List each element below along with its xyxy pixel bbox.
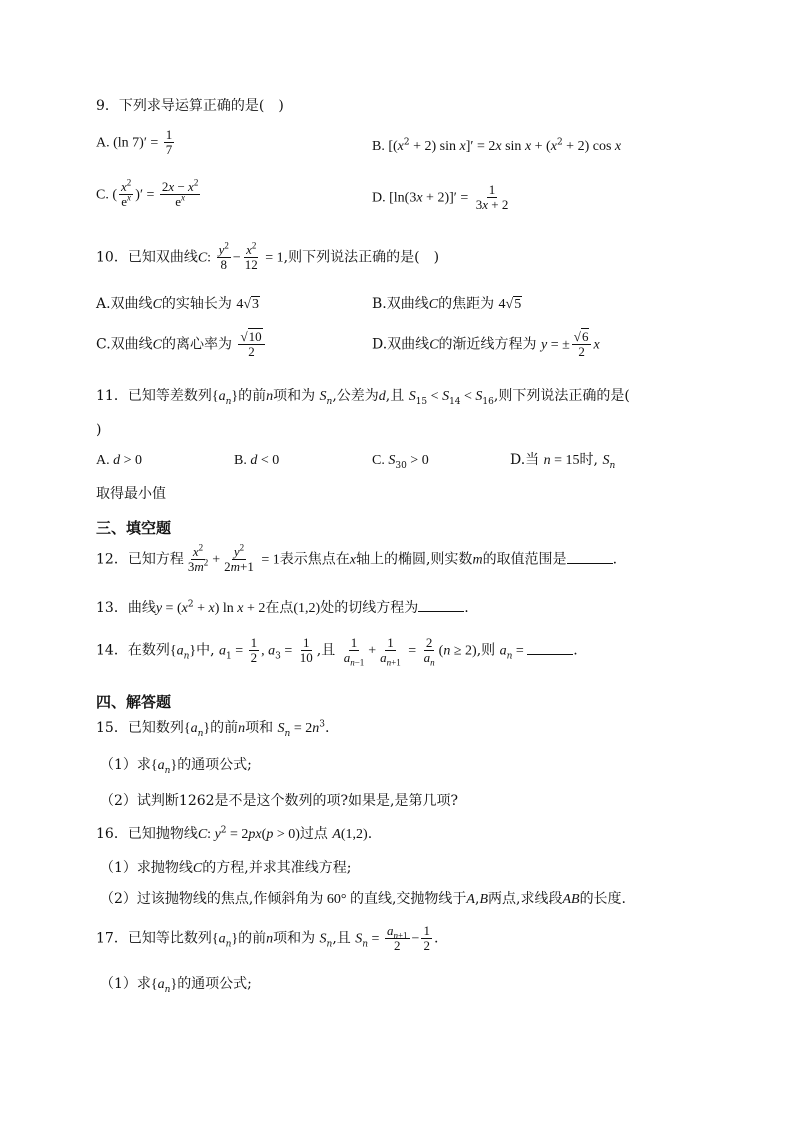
q17-stem: 17．已知等比数列$\{a_n\}$的前n项和为 $S_n$,且 $S_n$ = $\frac{a_{n+1}}{2}$ − $\frac{1}{2}$ .	[96, 923, 439, 953]
q11-option-d: D.当 n = 15时, $S_n$	[510, 452, 616, 471]
q12: 12．已知方程 $\frac{x^2}{3m^2}$ + $\frac{y^2}{2m+1}$ = 1表示焦点在x轴上的椭圆,则实数m的取值范围是 .	[96, 542, 618, 574]
q9-option-c: C. ( $\frac{x^2}{e^x}$ )′ = $\frac{2x - x^2}{e^x}$	[96, 177, 199, 209]
q14: 14．在数列$\{a_n\}$中, $a_1$ = $\frac{1}{2}$ , $a_3$ = $\frac{1}{10}$ ,且 $\frac{1}{a_{n-1}}$ + $\frac{1}{a_{n+1}}$ = $\frac{2}{a_n}$ (n ≥ 2),则 $a_n$ = .	[96, 635, 578, 668]
q16-stem: 16．已知抛物线C: $y^2 = 2px(p > 0)$过点 A(1,2).	[96, 825, 373, 842]
q9-stem: 9．下列求导运算正确的是( )	[96, 98, 284, 114]
q10-option-d: D.双曲线C的渐近线方程为 y = ± $\frac{√6}{2}$ x	[372, 329, 600, 359]
q11-option-b: B. d < 0	[234, 453, 280, 468]
q15-stem: 15．已知数列$\{a_n\}$的前n项和 $S_n = 2n^3$.	[96, 719, 330, 739]
q10-option-c: C.双曲线C的离心率为 $\frac{√10}{2}$	[96, 330, 267, 366]
q10-option-a: A.双曲线C的实轴长为 4√3	[96, 296, 260, 312]
q11-option-a: A. d > 0	[96, 453, 143, 468]
q16-part1: （1）求抛物线C的方程,并求其准线方程;	[100, 860, 352, 876]
q10-stem: 10．已知双曲线C: $\frac{y^2}{8}$ − $\frac{x^2}{12}$ = 1,则下列说法正确的是( )	[96, 240, 440, 272]
q13: 13．曲线$y = (x^2 + x)$ ln x + 2在点(1,2)处的切线方程为 .	[96, 599, 469, 616]
q10-option-b: B.双曲线C的焦距为 4√5	[372, 296, 522, 312]
q9-option-b: B. [$(x^2 + 2)$ sin x]′ = 2x $\sin x + (x^2 + 2)$ cos x	[372, 137, 622, 154]
q11-stem-close: )	[96, 422, 102, 438]
section-fill-in-blank: 三、填空题	[96, 519, 172, 537]
q16-part2: （2）过该抛物线的焦点,作倾斜角为 60° 的直线,交抛物线于A,B两点,求线段AB的长度.	[100, 891, 627, 907]
q15-part2: （2）试判断1262是不是这个数列的项?如果是,是第几项?	[100, 793, 458, 809]
q9-option-a: A. (ln 7)′ = $\frac{1}{7}$	[96, 127, 173, 157]
q9-a-text	[0, 0, 1, 1]
q11-option-d-continued: 取得最小值	[96, 486, 166, 502]
q11-option-c: C. $S_{30} > 0$	[372, 453, 429, 471]
q17-part1: （1）求$\{a_n\}$的通项公式;	[100, 976, 252, 995]
q9-option-d: D. [ln(3x + 2)]′ = $\frac{1}{3x + 2}$	[372, 182, 509, 212]
q15-part1: （1）求$\{a_n\}$的通项公式;	[100, 757, 252, 776]
section-solutions: 四、解答题	[96, 693, 172, 711]
q11-stem: 11．已知等差数列$\{a_n\}$的前n项和为 $S_n$,公差为d,且 $S_{15} < S_{14} < S_{16}$,则下列说法正确的是(	[96, 388, 630, 407]
